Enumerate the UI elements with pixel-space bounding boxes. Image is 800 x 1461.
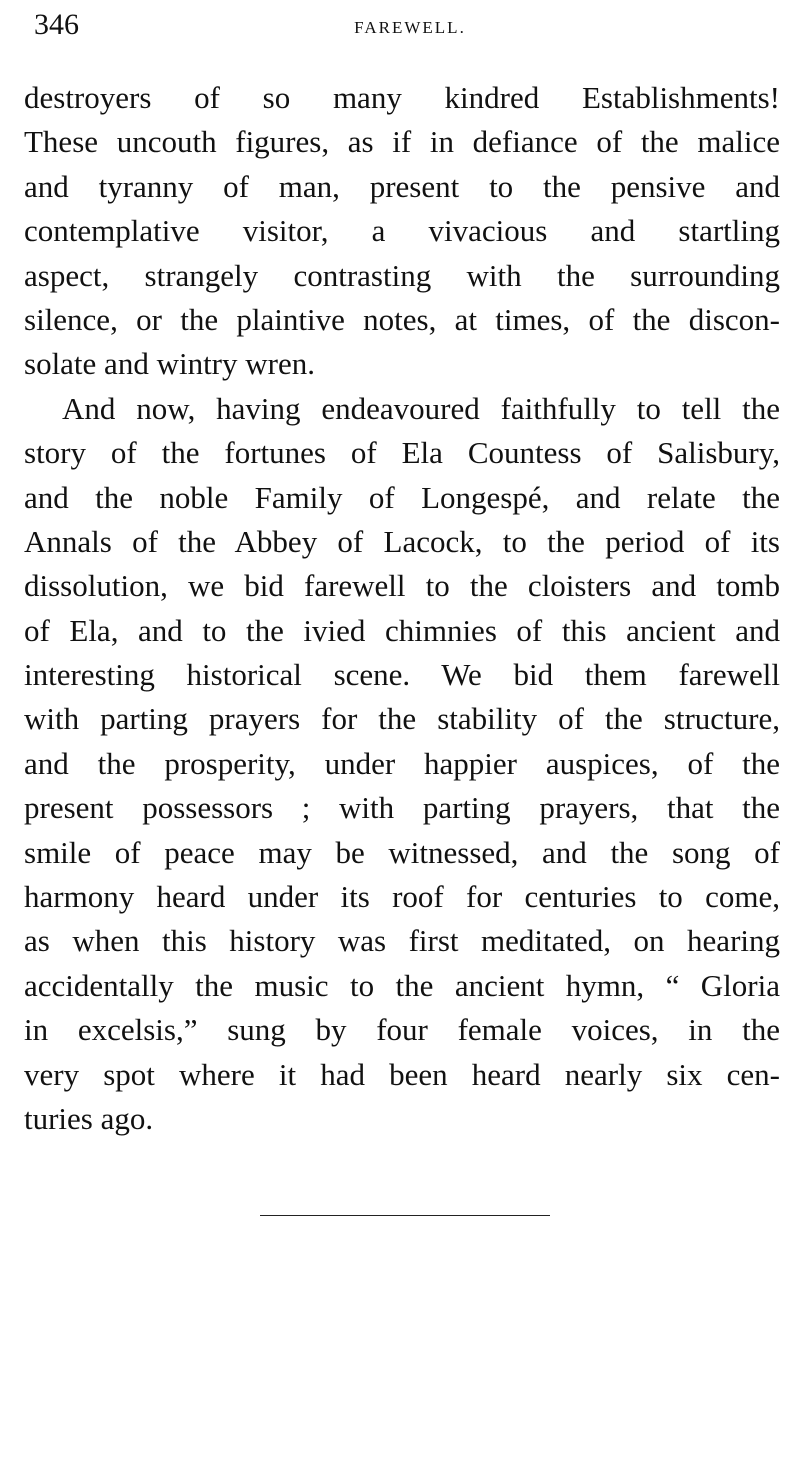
section-end-rule xyxy=(260,1215,550,1216)
text-line: smile of peace may be witnessed, and the song of xyxy=(24,834,780,870)
text-line: with parting prayers for the stability of the structure, xyxy=(24,701,780,737)
paragraph xyxy=(24,76,780,387)
text-line: silence, or the plaintive notes, at times, of the discon- xyxy=(24,301,780,337)
text-line: interesting historical scene. We bid them farewell xyxy=(24,657,780,693)
text-line: dissolution, we bid farewell to the cloisters and tomb xyxy=(24,568,780,604)
text-line: accidentally the music to the ancient hymn, “ Gloria xyxy=(24,967,780,1003)
text-line: turies ago. xyxy=(24,1100,154,1136)
text-line: contemplative visitor, a vivacious and startling xyxy=(24,213,780,249)
running-title: FAREWELL. xyxy=(354,18,466,37)
text-line: of Ela, and to the ivied chimnies of this ancient and xyxy=(24,612,780,648)
text-line: and the noble Family of Longespé, and relate the xyxy=(24,479,780,515)
text-line: and tyranny of man, present to the pensive and xyxy=(24,168,780,204)
text-line: harmony heard under its roof for centuries to come, xyxy=(24,879,780,915)
text-line: in excelsis,” sung by four female voices, in the xyxy=(24,1012,780,1048)
text-line: story of the fortunes of Ela Countess of Salisbury, xyxy=(24,435,780,471)
text-line: These uncouth figures, as if in defiance of the malice xyxy=(24,124,780,160)
page-number: 346 xyxy=(34,8,79,41)
paragraph xyxy=(24,387,780,1142)
text-line: aspect, strangely contrasting with the surrounding xyxy=(24,257,780,293)
text-line: destroyers of so many kindred Establishments! xyxy=(24,80,780,115)
text-line: And now, having endeavoured faithfully to tell the xyxy=(62,390,780,426)
page-body xyxy=(24,76,780,1141)
text-line: solate and wintry wren. xyxy=(24,346,315,382)
text-line: as when this history was first meditated, on hearing xyxy=(24,923,780,959)
text-line: and the prosperity, under happier auspices, of the xyxy=(24,745,780,781)
text-line: Annals of the Abbey of Lacock, to the period of its xyxy=(24,523,780,559)
text-line: present possessors ; with parting prayers, that the xyxy=(24,790,780,826)
text-line: very spot where it had been heard nearly six cen- xyxy=(24,1056,780,1092)
